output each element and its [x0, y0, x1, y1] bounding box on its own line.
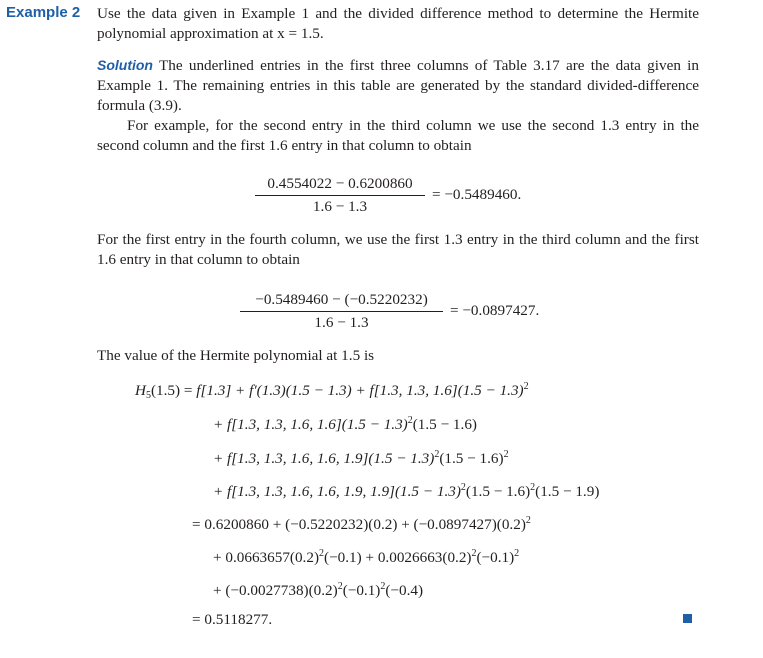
fraction-one-bar: [255, 195, 425, 196]
end-of-proof-square: [683, 614, 692, 623]
fraction-one-numerator: 0.4554022 − 0.6200860: [267, 175, 413, 192]
solution-paragraph: [97, 55, 699, 116]
equation-line-7: + $(-0.0027738)(0.2)^2(-0.1)^2(-0.4)$: [213, 581, 424, 599]
equation-line-1: $H_5(1.5) = f[1.3] + f'(1.3)(1.5 - 1.3) + f[1.3$, 1.3, $1.6](1.5 - 1.3)^2$: [135, 381, 529, 401]
equation-line-2: + f[1.3, 1.3, 1.6, $1.6](1.5 - 1.3)^2(1.5 - 1.6)$: [213, 415, 477, 433]
example-intro: Use the data given in Example 1 and the divided difference method to determine the Hermite polynomial approximation at x = 1.5.: [97, 5, 699, 42]
value-paragraph: The value of the Hermite polynomial at 1.5 is: [97, 347, 375, 364]
equation-line-6: + $0.0663657(0.2)^2(-0.1) + 0.0026663(0.2)^2(-0.1)^2$: [213, 548, 520, 566]
example-paragraph: For example, for the second entry in the third column we use the second 1.3 entry in the second column and the first 1.6 entry in that column to obtain: [97, 117, 699, 154]
fraction-two-bar: [240, 311, 443, 312]
fraction-two-result: = −0.0897427.: [450, 302, 540, 319]
example-label: Example 2: [6, 4, 81, 21]
fraction-two: [240, 291, 570, 336]
fraction-one-result: = −0.5489460.: [432, 186, 522, 203]
equation-line-5: = $0.6200860 + (-0.5220232)(0.2) + (-0.0897427)(0.2)^2$: [192, 515, 531, 533]
fraction-one: [255, 175, 555, 220]
fraction-one-denominator: 1.6 − 1.3: [312, 198, 368, 215]
equation-line-3: + f[1.3, 1.3, 1.6, 1.6, $1.9](1.5 - 1.3)^2(1.5 - 1.6)^2$: [213, 449, 509, 467]
fourth-column-paragraph: For the first entry in the fourth column, we use the first 1.3 entry in the third column and the first 1.6 entry in that column to obtain: [97, 231, 699, 268]
fraction-two-numerator: −0.5489460 − (−0.5220232): [255, 291, 428, 308]
equation-line-8: = 0.5118277.: [192, 611, 273, 628]
equation-line-4: + f[1.3, 1.3, 1.6, 1.6, 1.9, $1.9](1.5 - 1.3)^2(1.5 - 1.6)^2(1.5 - 1.9)$: [213, 482, 600, 500]
solution-label: Solution: [97, 57, 153, 73]
fraction-two-denominator: 1.6 − 1.3: [314, 314, 369, 331]
solution-text: The underlined entries in the first three columns of Table 3.17 are the data given in Example 1. The remaining entries in this table are generated by the standard divided-difference formula (3.9).: [97, 57, 699, 114]
